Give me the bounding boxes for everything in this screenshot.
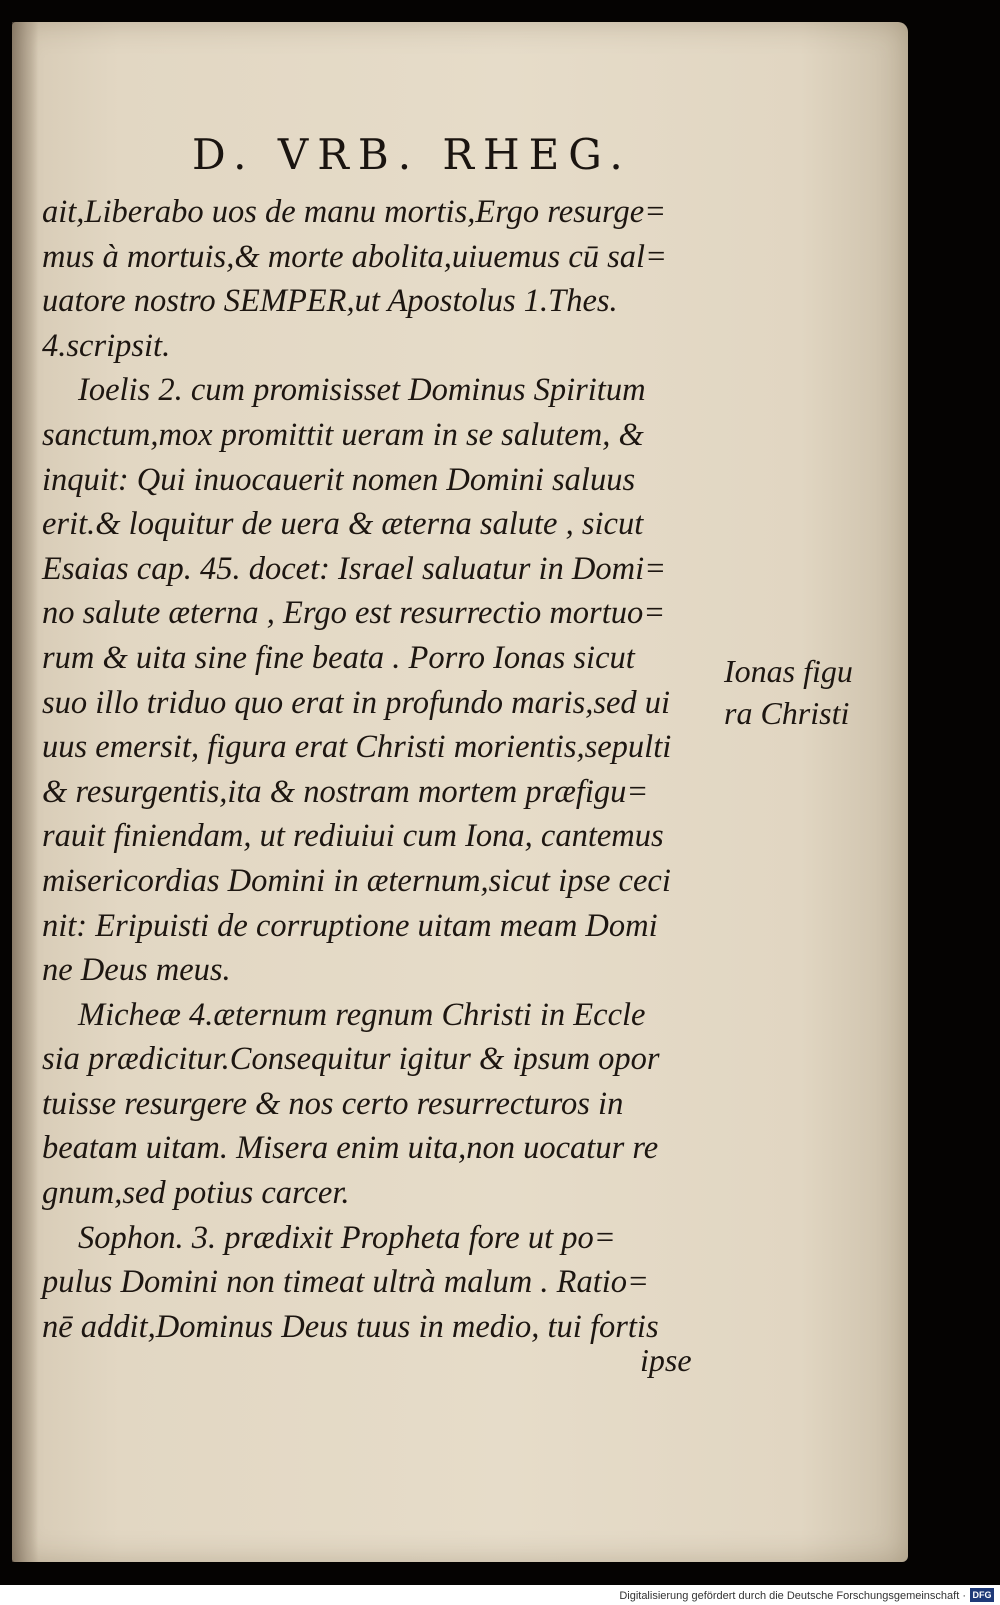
text-line: ne Deus meus. [42,952,231,989]
text-line: pulus Domini non timeat ultrà malum . Ratio= [42,1264,649,1301]
book-page [12,22,908,1562]
text-line: sia prædicitur.Consequitur igitur & ipsum opor [42,1041,660,1078]
dfg-logo-icon: DFG [970,1588,994,1602]
text-line: nit: Eripuisti de corruptione uitam meam Domi [42,907,658,944]
footer-bar [0,1585,1000,1605]
text-line: beatam uitam. Misera enim uita,non uocatur re [42,1130,659,1167]
text-line: gnum,sed potius carcer. [42,1175,350,1212]
text-line: misericordias Domini in æternum,sicut ipse ceci [42,862,671,899]
text-line: Ioelis 2. cum promisisset Dominus Spiritum [78,372,646,409]
text-line: suo illo triduo quo erat in profundo maris,sed ui [42,684,671,721]
text-line: 4.scripsit. [42,327,171,364]
text-line: Sophon. 3. prædixit Propheta fore ut po= [78,1219,616,1256]
footer-credit: Digitalisierung gefördert durch die Deutsche Forschungsgemeinschaft · [619,1590,966,1602]
margin-note-line: Ionas figu [724,653,853,689]
body-text [42,190,722,1349]
text-line: rauit finiendam, ut rediuiui cum Iona, cantemus [42,818,664,855]
text-line: & resurgentis,ita & nostram mortem præfigu= [42,773,649,810]
text-line: uatore nostro SEMPER,ut Apostolus 1.Thes. [42,283,618,320]
text-line: uus emersit, figura erat Christi morientis,sepulti [42,729,672,766]
text-line: Esaias cap. 45. docet: Israel saluatur in Domi= [42,550,667,587]
margin-note-line: ra Christi [724,695,850,731]
text-line: nē addit,Dominus Deus tuus in medio, tui fortis [42,1308,659,1345]
text-line: Micheæ 4.æternum regnum Christi in Eccle [78,996,646,1033]
catchword: ipse [640,1342,692,1378]
text-line: mus à mortuis,& morte abolita,uiuemus cū sal= [42,238,667,275]
text-line: tuisse resurgere & nos certo resurrecturos in [42,1085,624,1122]
text-line: rum & uita sine fine beata . Porro Ionas sicut [42,639,635,676]
text-line: sanctum,mox promittit ueram in se salutem, & [42,416,644,453]
text-line: ait,Liberabo uos de manu mortis,Ergo resurge= [42,194,667,230]
margin-note [724,650,894,734]
text-line: no salute æterna , Ergo est resurrectio mortuo= [42,595,666,632]
text-line: erit.& loquitur de uera & æterna salute , sicut [42,506,644,543]
running-head: D. VRB. RHEG. [192,130,632,179]
text-line: inquit: Qui inuocauerit nomen Domini saluus [42,461,636,498]
page-gutter-shadow [12,22,38,1562]
